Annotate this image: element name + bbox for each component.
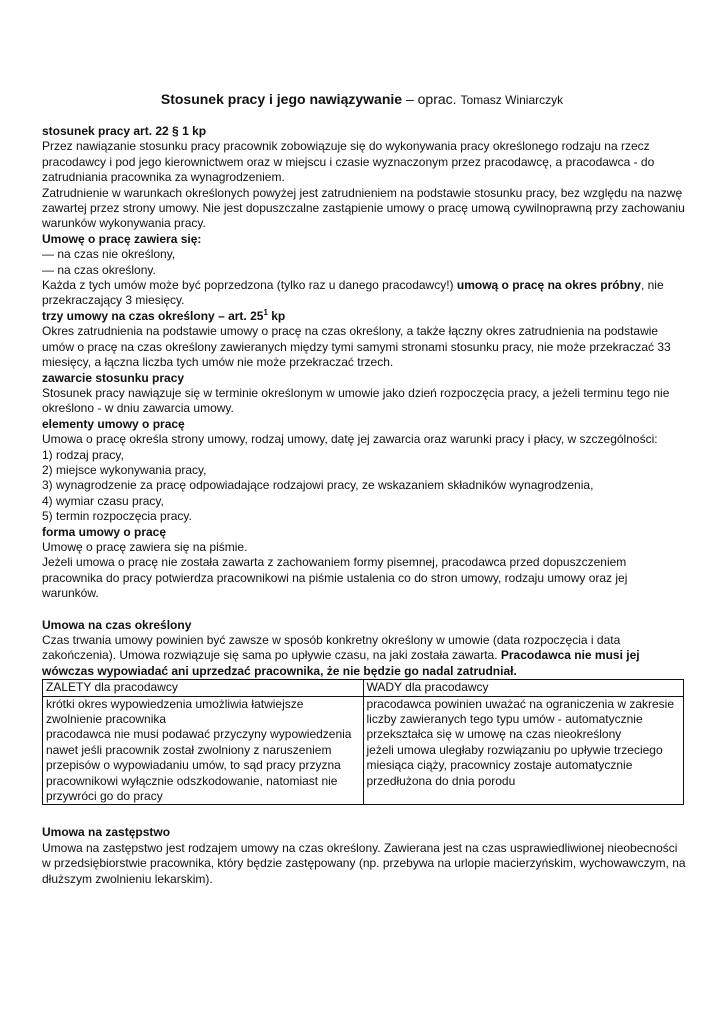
list-item: 5) termin rozpoczęcia pracy. [42,509,192,524]
heading-end: kp [267,308,286,323]
list-item: 1) rodzaj pracy, [42,447,124,462]
spacer [42,805,686,825]
table-header-cell: ZALETY dla pracodawcy [43,680,364,696]
table-row [43,696,684,805]
list-item: krótki okres wypowiedzenia umożliwia łatwiejsze zwolnienie pracownika [46,696,304,727]
document-body [42,124,686,887]
table-header-row [43,680,684,696]
list-item: 3) wynagrodzenie za pracę odpowiadające rodzajowi pracy, ze wskazaniem składników wynagrodzenia, [42,478,594,493]
heading-text: trzy umowy na czas określony – art. 25 [42,308,264,323]
text-run: Każda z tych umów może być poprzedzona (tylko raz u danego pracodawcy!) [42,278,457,293]
table-cell-pros [43,696,364,805]
title-author: Tomasz Winiarczyk [460,93,564,107]
table-header-cell: WADY dla pracodawcy [363,680,684,696]
list-item: 2) miejsce wykonywania pracy, [42,462,207,477]
paragraph: Przez nawiązanie stosunku pracy pracownik zobowiązuje się do wykonywania pracy określonego rodzaju na rzecz pracodawcy i pod jego kierownictwem oraz w miejscu i czasie wyznaczonym przez pracodawcę, a pracodawca - do zatrudniania pracownika za wynagrodzeniem. [42,139,655,185]
paragraph [42,278,686,309]
title-main: Stosunek pracy i jego nawiązywanie [160,91,403,107]
section-heading-elementy: elementy umowy o pracę [42,416,185,431]
title-dash: – [402,91,418,107]
bold-run: umową o pracę na okres próbny [456,278,641,293]
list-item: jeżeli umowa uległaby rozwiązaniu po upływie trzeciego miesiąca ciąży, pracownicy zostaje automatycznie przedłużona do dnia porodu [366,742,663,788]
title-sub: oprac. [417,91,457,107]
list-item: pracodawca powinien uważać na ograniczenia w zakresie liczby zawieranych tego typu umów - automatycznie przekształca się w umowę na czas nieokreślony [366,696,675,742]
paragraph: Umowę o pracę zawiera się na piśmie. [42,539,248,554]
paragraph: Stosunek pracy nawiązuje się w terminie określonym w umowie jako dzień rozpoczęcia pracy, a jeżeli terminu tego nie określono - w dniu zawarcia umowy. [42,385,670,416]
list-item: 4) wymiar czasu pracy, [42,493,164,508]
section-heading-trzy-umowy [42,309,686,324]
section-heading-zawarcie: zawarcie stosunku pracy [42,370,185,385]
paragraph: Umowa o pracę określa strony umowy, rodzaj umowy, datę jej zawarcia oraz warunki pracy i płacy, w szczególności: [42,432,658,447]
paragraph: Okres zatrudnienia na podstawie umowy o pracę na czas określony, a także łączny okres zatrudnienia na podstawie umów o pracę na czas określony zawieranych między tymi samymi stronami stosunku pracy, nie może przekraczać 33 miesięcy, a łączna liczba tych umów nie może przekraczać trzech. [42,324,671,370]
section-heading-stosunek-pracy: stosunek pracy art. 22 § 1 kp [42,124,207,138]
table-cell-cons [363,696,684,805]
bold-run: Pracodawca nie musi jej wówczas wypowiadać ani uprzedzać pracownika, że nie będzie go nadal zatrudniał. [42,648,640,678]
list-item: nawet jeśli pracownik został zwolniony z naruszeniem przepisów o wypowiadaniu umów, to sąd pracy przyzna pracownikowi wyłącznie odszkodowanie, natomiast nie przywróci go do pracy [46,742,341,804]
section-heading-forma: forma umowy o pracę [42,524,167,539]
paragraph [42,633,686,679]
section-heading-zastepstwo: Umowa na zastępstwo [42,825,171,840]
paragraph: Umowa na zastępstwo jest rodzajem umowy na czas określony. Zawierana jest na czas usprawiedliwionej nieobecności w przedsiębiorstwie pracownika, który będzie zastępowany (np. przebywa na urlopie macierzyńskim, wychowawczym, na dłuższym zwolnieniu lekarskim). [42,840,686,886]
pros-cons-table [42,679,684,805]
sub-heading-umowe-zawiera: Umowę o pracę zawiera się: [42,231,202,246]
list-item: — na czas określony. [42,262,156,277]
heading-superscript: 1 [263,307,268,317]
list-item: — na czas nie określony, [42,247,176,262]
document-title [0,90,724,109]
spacer [42,602,686,618]
paragraph: Zatrudnienie w warunkach określonych powyżej jest zatrudnieniem na podstawie stosunku pracy, bez względu na nazwę zawartej przez strony umowy. Nie jest dopuszczalne zastąpienie umowy o pracę umową cywilnoprawną przy zachowaniu warunków wykonywania pracy. [42,185,685,231]
section-heading-czas-okreslony: Umowa na czas określony [42,617,192,632]
list-item: pracodawca nie musi podawać przyczyny wypowiedzenia [46,727,352,742]
text-run: , nie przekraczający 3 miesięcy. [42,278,664,308]
text-run: Czas trwania umowy powinien być zawsze w sposób konkretny określony w umowie (data rozpoczęcia i data zakończenia). Umowa rozwiązuje się sama po upływie czasu, na jaki została zawarta. [42,633,621,663]
paragraph: Jeżeli umowa o pracę nie została zawarta z zachowaniem formy pisemnej, pracodawca przed dopuszczeniem pracownika do pracy potwierdza pracownikowi na piśmie ustalenia co do stron umowy, rodzaju umowy oraz jej warunków. [42,555,628,601]
